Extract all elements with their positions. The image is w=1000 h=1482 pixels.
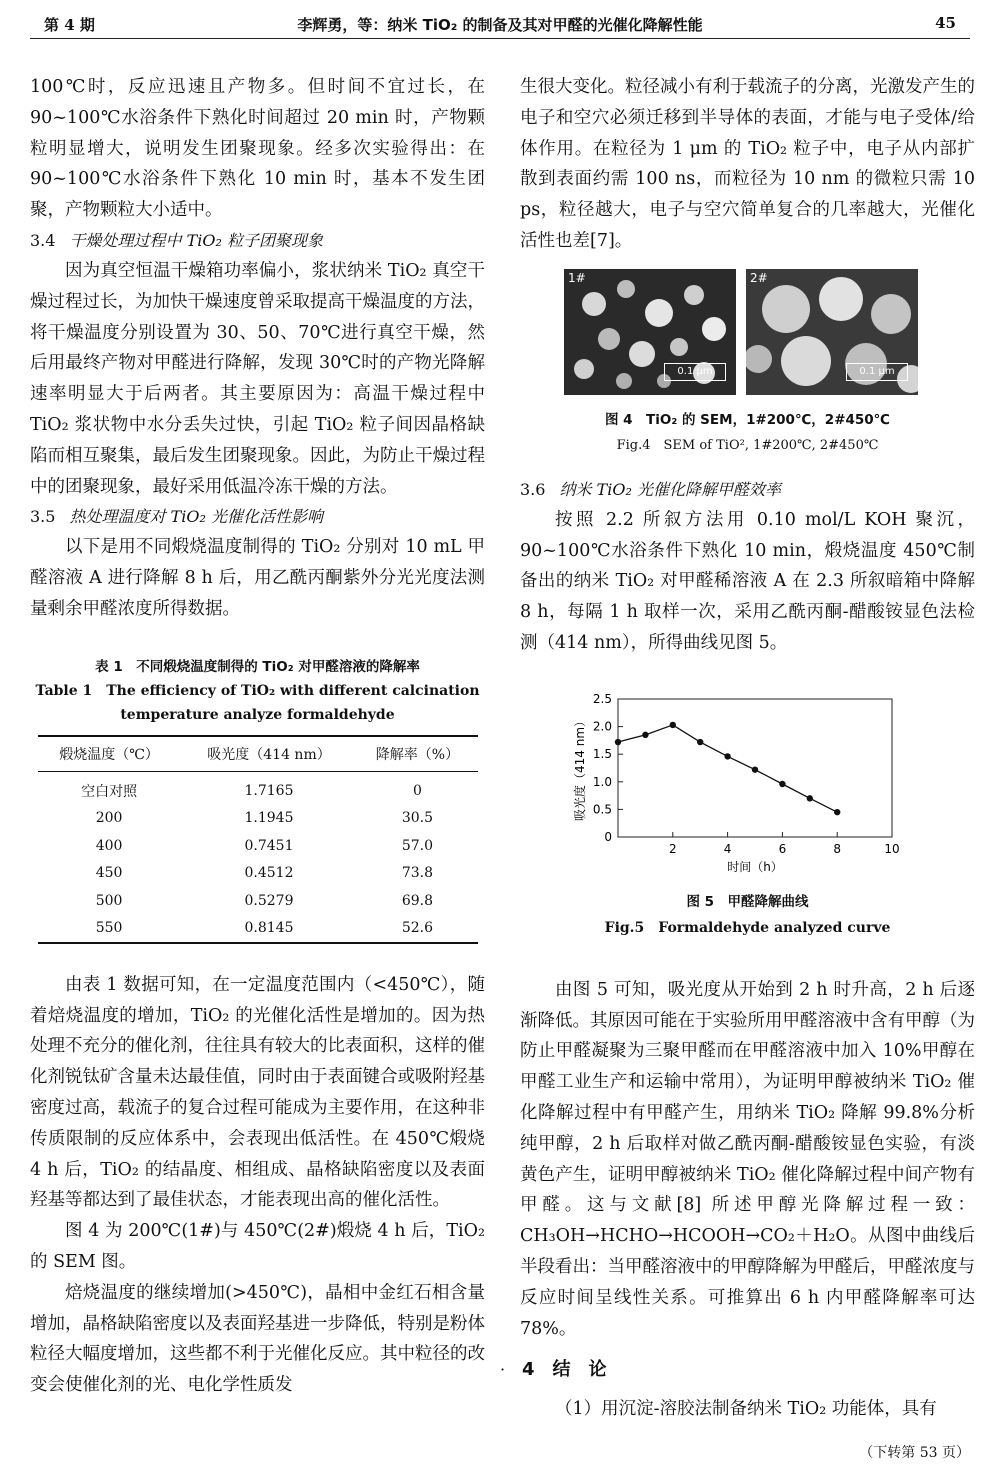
x-axis-label: 时间（h） (727, 859, 783, 874)
sem-label-2: 2# (750, 270, 768, 285)
table-cell: 0.4512 (244, 865, 294, 881)
data-point (697, 739, 703, 745)
section-number: 3.6 (520, 479, 546, 499)
data-point (834, 809, 840, 815)
sem-image-1 (564, 269, 736, 395)
y-axis-label: 吸光度（414 nm） (573, 714, 587, 821)
table-cell: 1.1945 (244, 810, 294, 826)
left-column (30, 72, 485, 1401)
section-number: 3.5 (30, 507, 56, 527)
table-cell: 550 (38, 914, 181, 943)
table-caption-en-2: temperature analyze formaldehyde (120, 706, 395, 723)
margin-dot: · (500, 1360, 506, 1379)
issue-number: 第 4 期 (44, 16, 95, 34)
table-cell: 52.6 (357, 914, 477, 943)
data-point (615, 739, 621, 745)
section-title: 热处理温度对 TiO₂ 光催化活性影响 (69, 507, 323, 527)
x-tick-label: 6 (778, 841, 787, 856)
formaldehyde-curve-chart (520, 687, 975, 887)
section-title: 干燥处理过程中 TiO₂ 粒子团聚现象 (69, 230, 323, 250)
table-cell: 0.7451 (244, 837, 294, 854)
scale-bar-2: 0.1 μm (846, 363, 908, 381)
figure-5-caption-cn: 图 5 甲醛降解曲线 (686, 893, 809, 910)
paragraph: （1）用沉淀-溶胶法制备纳米 TiO₂ 功能体，具有 (555, 1399, 937, 1420)
table-cell: 450 (95, 865, 123, 881)
table-cell: 400 (95, 837, 123, 854)
table-cell: 0.5279 (244, 892, 294, 909)
table-cell: 69.8 (401, 892, 433, 909)
section-heading-3-6 (520, 475, 975, 505)
paragraph: 由表 1 数据可知，在一定温度范围内（<450℃），随着焙烧温度的增加，TiO₂ 的光催化活性是增加的。因为热处理不充分的催化剂，往往具有较大的比表面积，这样的催化剂锐钛矿含量未达最佳值，同时由于表面键合或吸附羟基密度过高，载流子的复合过程可能成为主要作用，在这种非传质限制的反应体系中，会表现出低活性。在 450℃煅烧 4 h 后，TiO₂ 的结晶度、相组成、晶格缺陷密度以及表面羟基等都达到了最佳状态，才能表现出高的催化活性。 (30, 974, 485, 1211)
data-point (642, 731, 648, 737)
scale-bar-1: 0.1 μm (664, 363, 726, 381)
table-header-cell: 降解率（%） (357, 736, 477, 772)
paragraph: 图 4 为 200℃(1#)与 450℃(2#)煅烧 4 h 后，TiO₂ 的 SEM 图。 (30, 1221, 485, 1272)
section-heading-3-5 (30, 502, 485, 532)
header-rule (30, 38, 970, 39)
paragraph: 100℃时，反应迅速且产物多。但时间不宜过长，在90~100℃水浴条件下熟化时间超过 20 min 时，产物颗粒明显增大，说明发生团聚现象。经多次实验得出：在 90~100℃水浴条件下熟化 10 min 时，基本不发生团聚，产物颗粒大小适中。 (30, 77, 485, 221)
data-point (752, 766, 758, 772)
paragraph: 焙烧温度的继续增加(>450℃)，晶相中金红石相含量增加，晶格缺陷密度以及表面羟基进一步降低，特别是粉体粒径大幅度增加，这些都不利于光催化反应。其中粒径的改变会使催化剂的光、电化学性质发 (30, 1282, 485, 1396)
sem-figure (520, 269, 975, 407)
section-number: 4 (522, 1359, 535, 1381)
x-tick-label: 10 (884, 841, 900, 856)
figure-4-caption-cn: 图 4 TiO₂ 的 SEM，1#200℃，2#450℃ (604, 411, 891, 428)
section-number: 3.4 (30, 230, 56, 250)
table-cell: 500 (95, 892, 123, 909)
paragraph: 以下是用不同煅烧温度制得的 TiO₂ 分别对 10 mL 甲醛溶液 A 进行降解 8 h 后，用乙酰丙酮紫外分光光度法测量剩余甲醛浓度所得数据。 (30, 537, 485, 619)
table-row (38, 771, 478, 804)
table-header-cell: 吸光度（414 nm） (181, 736, 358, 772)
paragraph: 由图 5 可知，吸光度从开始到 2 h 时升高，2 h 后逐渐降低。其原因可能在于实验所用甲醛溶液中含有甲醇（为防止甲醛凝聚为三聚甲醛而在甲醛溶液中加入 10%甲醇在甲醛工业生产和运输中常用），为证明甲醇被纳米 TiO₂ 催化降解过程中有甲醛产生，用纳米 TiO₂ 降解 99.8%分析纯甲醇，2 h 后取样对做乙酰丙酮-醋酸铵显色实验，有淡黄色产生，证明甲醇被纳米 TiO₂ 催化降解过程中间产物有甲醛。这与文献[8] 所述甲醇光降解过程一致：CH₃OH→HCHO→HCOOH→CO₂＋H₂O。从图中曲线后半段看出：当甲醛溶液中的甲醇降解为甲醛后，甲醛浓度与反应时间呈线性关系。可推算出 6 h 内甲醛降解率可达 78%。 (520, 979, 975, 1339)
section-title: 结 论 (552, 1359, 607, 1381)
y-tick-label: 1.5 (592, 746, 612, 761)
paragraph: 按照 2.2 所叙方法用 0.10 mol/L KOH 聚沉，90~100℃水浴条件下熟化 10 min，煅烧温度 450℃制备出的纳米 TiO₂ 对甲醛稀溶液 A 在 2.3 所叙暗箱中降解 8 h，每隔 1 h 取样一次，采用乙酰丙酮-醋酸铵显色法检测（414 nm），所得曲线见图 5。 (520, 509, 975, 653)
page-number: 45 (935, 14, 956, 32)
right-column (520, 72, 975, 1425)
table-caption-cn: 表 1 不同煅烧温度制得的 TiO₂ 对甲醛溶液的降解率 (95, 658, 420, 675)
table-cell: 0.8145 (181, 914, 358, 943)
data-point (779, 781, 785, 787)
table-cell: 1.7165 (244, 782, 294, 799)
paragraph: 生很大变化。粒径减小有利于载流子的分离，光激发产生的电子和空穴必须迁移到半导体的表面，才能与电子受体/给体作用。在粒径为 1 μm 的 TiO₂ 粒子中，电子从内部扩散到表面约需 100 ns，而粒径为 10 nm 的微粒只需 10 ps，粒径越大，电子与空穴简单复合的几率越大，光催化活性也差[7]。 (520, 77, 975, 251)
x-tick-label: 2 (668, 841, 677, 856)
x-tick-label: 8 (833, 841, 842, 856)
sem-label-1: 1# (568, 270, 586, 285)
running-header (30, 14, 970, 40)
article-running-title: 李辉勇，等：纳米 TiO₂ 的制备及其对甲醛的光催化降解性能 (297, 16, 703, 34)
y-tick-label: 0 (604, 829, 612, 844)
sem-image-2 (746, 269, 918, 395)
y-tick-label: 2.0 (592, 719, 612, 734)
data-table (38, 735, 478, 944)
paragraph: 因为真空恒温干燥箱功率偏小，浆状纳米 TiO₂ 真空干燥过程过长，为加快干燥速度曾采取提高干燥温度的方法，将干燥温度分别设置为 30、50、70℃进行真空干燥，然后用最终产物对甲醛进行降解，发现 30℃时的产物光降解速率明显大于后两者。其主要原因为：高温干燥过程中 TiO₂ 浆状物中水分丢失过快，引起 TiO₂ 粒子间因晶格缺陷而相互聚集，最后发生团聚现象。因此，为防止干燥过程中的团聚现象，最好采用低温冷冻干燥的方法。 (30, 260, 485, 497)
table-cell: 30.5 (401, 810, 433, 826)
table-cell: 57.0 (401, 837, 433, 854)
y-tick-label: 2.5 (592, 691, 612, 706)
figure-4-caption-en: Fig.4 SEM of TiO², 1#200℃, 2#450℃ (616, 437, 879, 453)
table-row (38, 859, 478, 887)
table-row (38, 832, 478, 860)
series-line (618, 725, 837, 812)
figure-5-chart (520, 687, 975, 887)
section-heading-3-4 (30, 226, 485, 256)
table-cell: 空白对照 (81, 783, 138, 800)
y-tick-label: 0.5 (592, 802, 612, 817)
table-row (38, 914, 478, 943)
section-title: 纳米 TiO₂ 光催化降解甲醛效率 (559, 479, 781, 499)
continued-note: （下转第 53 页） (859, 1445, 970, 1461)
table-cell: 0 (412, 782, 422, 799)
table-cell: 73.8 (401, 865, 433, 881)
data-point (724, 753, 730, 759)
table-cell: 200 (95, 810, 123, 826)
table-row (38, 804, 478, 832)
figure-5-caption-en: Fig.5 Formaldehyde analyzed curve (604, 919, 891, 936)
y-tick-label: 1.0 (592, 774, 612, 789)
table-header-cell: 煅烧温度（℃） (38, 736, 181, 772)
table-row (38, 887, 478, 915)
x-tick-label: 4 (723, 841, 732, 856)
section-heading-4 (522, 1354, 975, 1386)
data-point (807, 795, 813, 801)
table-caption-en-1: Table 1 The efficiency of TiO₂ with different calcination (35, 682, 480, 699)
data-point (670, 722, 676, 728)
